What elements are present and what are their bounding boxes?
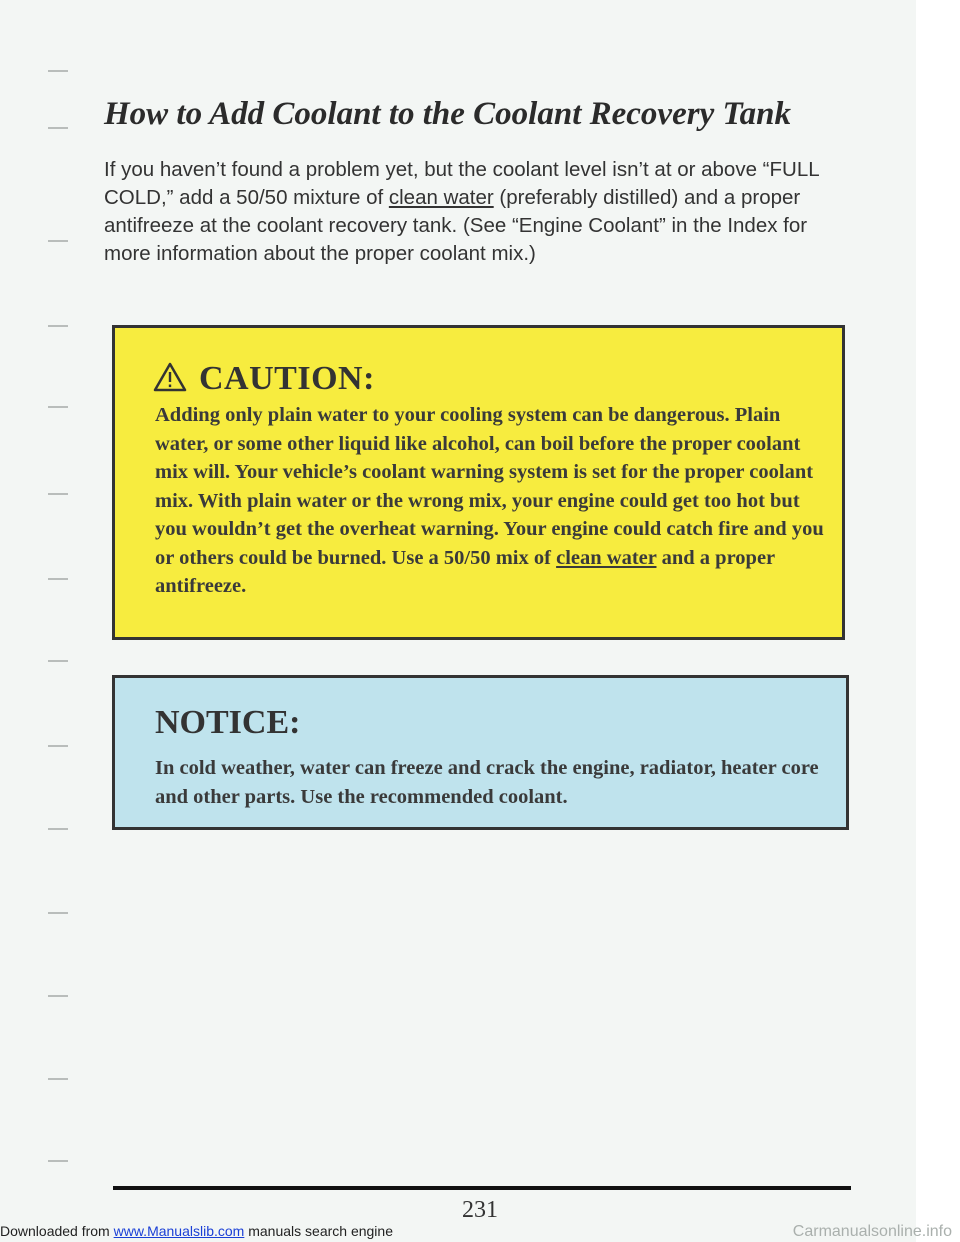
caution-body: Adding only plain water to your cooling system can be dangerous. Plain water, or some other liquid like alcohol, can boil before the proper coolant mix will. Your vehicle’s coolant warning system is set for the proper coolant mix. With plain water or the wrong mix, your engine could get too hot but you wouldn’t get the overheat warning. Your engine could catch fire and you or others could be burned. Use a 50/50 mix of clean water and a proper antifreeze.: [155, 404, 824, 597]
watermark-text: Carmanualsonline.info: [792, 1223, 952, 1240]
clean-water-underline: clean water: [388, 186, 494, 209]
margin-tick: [48, 745, 68, 747]
page-edge: [916, 0, 960, 1242]
section-heading: How to Add Coolant to the Coolant Recovery Tank: [104, 96, 791, 132]
margin-tick: [48, 912, 68, 914]
caution-box: [112, 325, 845, 640]
source-banner: Downloaded from www.Manualslib.com manuals search engine Carmanualsonline.info: [0, 1223, 952, 1240]
footer-rule: [113, 1186, 851, 1190]
page-number: 231: [462, 1197, 498, 1223]
margin-tick: [48, 70, 68, 72]
margin-tick: [48, 493, 68, 495]
clean-water-underline: clean water: [556, 546, 657, 569]
margin-tick: [48, 1160, 68, 1162]
manualslib-link[interactable]: www.Manualslib.com: [113, 1223, 245, 1239]
caution-title: CAUTION:: [199, 360, 375, 397]
warning-triangle-icon: [153, 362, 187, 397]
notice-title: NOTICE:: [155, 704, 301, 741]
margin-tick: [48, 127, 68, 129]
margin-tick: [48, 828, 68, 830]
margin-tick: [48, 240, 68, 242]
margin-tick: [48, 325, 68, 327]
margin-tick: [48, 995, 68, 997]
margin-tick: [48, 406, 68, 408]
notice-box: [112, 675, 849, 830]
notice-body: In cold weather, water can freeze and crack the engine, radiator, heater core and other parts. Use the recommended coolant.: [155, 757, 819, 808]
margin-tick: [48, 660, 68, 662]
margin-tick: [48, 578, 68, 580]
caution-header: [153, 360, 375, 398]
intro-paragraph: If you haven’t found a problem yet, but the coolant level isn’t at or above “FULL COLD,” add a 50/50 mixture of clean water (preferably distilled) and a proper antifreeze at the coolant recovery tank. (See “Engine Coolant” in the Index for more information about the proper coolant mix.): [104, 158, 819, 265]
margin-tick: [48, 1078, 68, 1080]
